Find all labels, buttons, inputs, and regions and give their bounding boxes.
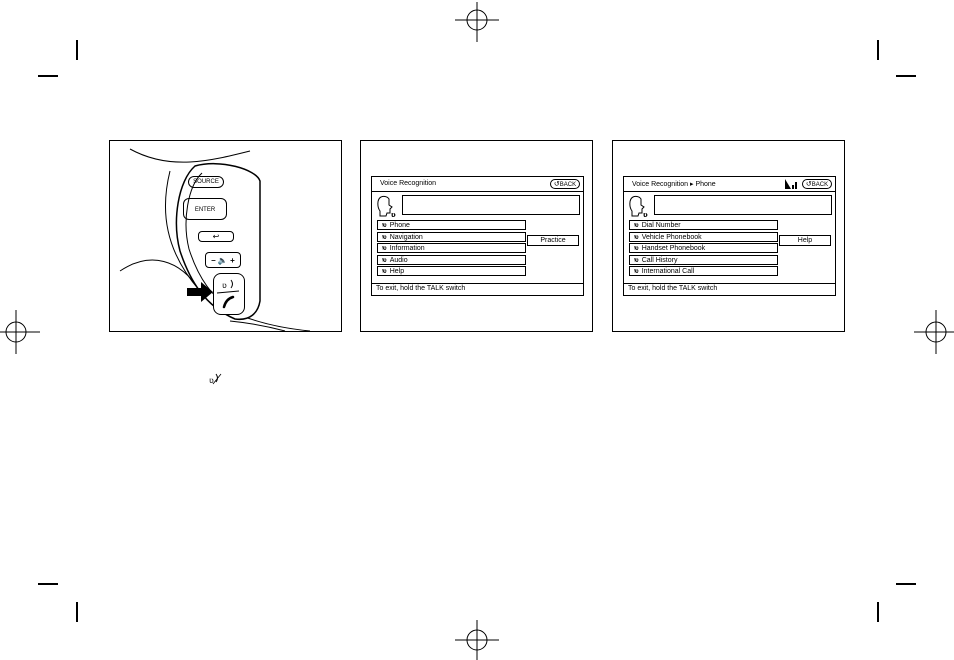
voice-face-icon	[628, 195, 650, 219]
signal-strength-icon	[785, 179, 799, 189]
trim-mark	[896, 583, 916, 585]
svg-text:ʋ: ʋ	[643, 211, 648, 219]
talk-icon: ᵞʋ	[634, 258, 638, 264]
menu-item-label: Navigation	[389, 234, 423, 241]
svg-text:ʋ: ʋ	[209, 376, 214, 385]
trim-mark	[76, 602, 78, 622]
talk-icon: ᵞʋ	[634, 223, 638, 229]
voice-recognition-phone-screen	[623, 176, 836, 296]
menu-item-audio[interactable]	[377, 255, 526, 265]
menu-item-call-history[interactable]	[629, 255, 778, 265]
trim-mark	[76, 40, 78, 60]
menu-item-label: Audio	[389, 257, 408, 264]
pointer-arrow-icon	[187, 282, 213, 302]
menu-item-label: Information	[389, 245, 425, 252]
phone-icon	[213, 293, 243, 313]
voice-recognition-phone-panel	[612, 140, 845, 332]
registration-mark-top	[455, 2, 499, 42]
back-button[interactable]	[550, 179, 580, 189]
talk-icon: ᵞʋ	[634, 235, 638, 241]
back-arrow-icon: ↺	[805, 181, 812, 188]
svg-text:ʋ: ʋ	[391, 211, 396, 219]
talk-icon: ᵞʋ	[382, 223, 386, 229]
trim-mark	[38, 583, 58, 585]
trim-mark	[877, 40, 879, 60]
menu-item-information[interactable]	[377, 243, 526, 253]
registration-mark-bottom	[455, 620, 499, 660]
enter-button: ENTER	[183, 198, 227, 220]
menu-item-navigation[interactable]	[377, 232, 526, 242]
screen-title: Voice Recognition	[380, 180, 437, 187]
menu-item-vehicle-phonebook[interactable]	[629, 232, 778, 242]
help-button[interactable]: Help	[779, 235, 831, 246]
voice-face-icon	[376, 195, 398, 219]
menu-item-international-call[interactable]	[629, 266, 778, 276]
header-divider	[372, 191, 583, 192]
talk-icon: ᵞʋ	[382, 246, 386, 252]
menu-item-handset-phonebook[interactable]	[629, 243, 778, 253]
talk-phone-switch	[213, 273, 245, 315]
registration-mark-left	[0, 310, 40, 354]
talk-icon: ᵞʋ	[382, 269, 386, 275]
menu-item-label: Dial Number	[641, 222, 681, 229]
svg-text:ʋ: ʋ	[222, 281, 227, 290]
talk-icon: ᵞʋ	[634, 246, 638, 252]
screen-footer: To exit, hold the TALK switch	[372, 283, 583, 295]
menu-item-label: Help	[389, 268, 405, 275]
registration-mark-right	[914, 310, 954, 354]
trim-mark	[38, 75, 58, 77]
talk-icon: ᵞʋ	[382, 258, 386, 264]
trim-mark	[877, 602, 879, 622]
source-button: SOURCE	[188, 176, 224, 188]
screen-title: Voice Recognition ▸ Phone	[632, 181, 716, 188]
menu-item-label: Handset Phonebook	[641, 245, 706, 252]
voice-recognition-screen	[371, 176, 584, 296]
practice-button[interactable]: Practice	[527, 235, 579, 246]
talk-icon: ᵞʋ	[382, 235, 386, 241]
menu-item-dial-number[interactable]	[629, 220, 778, 230]
trim-mark	[896, 75, 916, 77]
talk-icon	[208, 372, 222, 386]
back-button-label: BACK	[811, 182, 829, 188]
back-switch: ↩	[198, 231, 234, 242]
back-arrow-icon: ↺	[553, 181, 560, 188]
menu-item-label: Call History	[641, 257, 678, 264]
menu-item-label: Vehicle Phonebook	[641, 234, 702, 241]
menu-item-label: International Call	[641, 268, 695, 275]
voice-recognition-panel	[360, 140, 593, 332]
screen-footer: To exit, hold the TALK switch	[624, 283, 835, 295]
menu-item-label: Phone	[389, 222, 410, 229]
steering-switch-illustration	[109, 140, 342, 332]
back-button[interactable]	[802, 179, 832, 189]
talk-icon: ᵞʋ	[634, 269, 638, 275]
recognition-display	[402, 195, 580, 215]
volume-switch: – 🔈 +	[205, 252, 241, 268]
menu-item-help[interactable]	[377, 266, 526, 276]
recognition-display	[654, 195, 832, 215]
header-divider	[624, 191, 835, 192]
back-button-label: BACK	[559, 182, 577, 188]
menu-item-phone[interactable]	[377, 220, 526, 230]
